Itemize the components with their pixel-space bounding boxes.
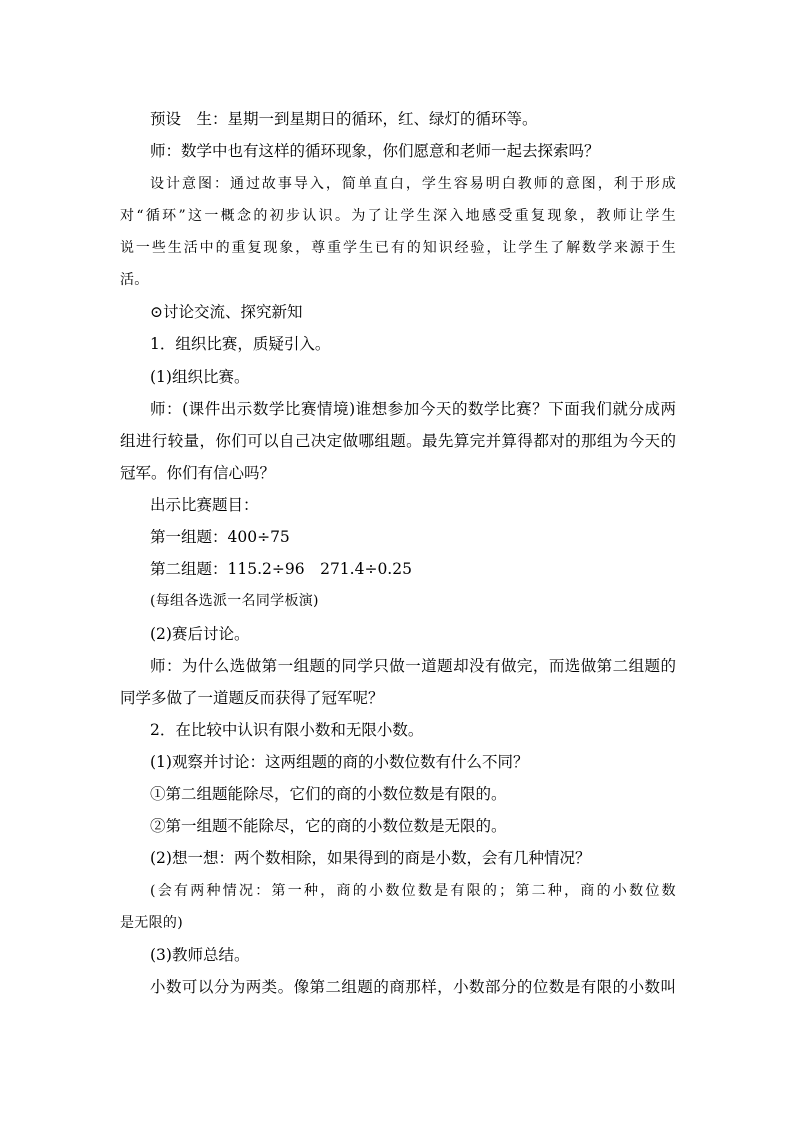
design-intent-line-1: 设计意图：通过故事导入，简单直白，学生容易明白教师的意图，利于形成 — [150, 176, 676, 192]
teacher-line-1: 师：(课件出示数学比赛情境)谁想参加今天的数学比赛？下面我们就分成两 — [150, 400, 676, 418]
step-1-1-heading: (1)组织比赛。 — [150, 368, 250, 386]
step-2-2-heading: (2)想一想：两个数相除，如果得到的商是小数，会有几种情况？ — [150, 849, 591, 867]
design-intent-line-3: 说一些生活中的重复现象，尊重学生已有的知识经验，让学生了解数学来源于生 — [120, 240, 676, 256]
teacher-question-line: 师：数学中也有这样的循环现象，你们愿意和老师一起去探索吗？ — [150, 142, 600, 160]
design-intent-line-2: 对“循环”这一概念的初步认识。为了让学生深入地感受重复现象，教师让学生 — [120, 208, 676, 224]
design-intent-line-4: 活。 — [120, 272, 149, 288]
summary-line-1: 小数可以分为两类。像第二组题的商那样，小数部分的位数是有限的小数叫 — [150, 978, 676, 996]
step-1-2-heading: (2)赛后讨论。 — [150, 625, 250, 643]
step-2-1-heading: (1)观察并讨论：这两组题的商的小数位数有什么不同？ — [150, 753, 529, 771]
section-title: ⊙讨论交流、探究新知 — [150, 303, 303, 321]
teacher-q-line-1: 师：为什么选做第一组题的同学只做一道题却没有做完，而选做第二组题的 — [150, 657, 676, 675]
step-1-heading: 1．组织比赛，质疑引入。 — [150, 335, 331, 353]
teacher-q-line-2: 同学多做了一道题反而获得了冠军呢？ — [120, 689, 384, 707]
step-2-heading: 2．在比较中认识有限小数和无限小数。 — [150, 721, 424, 739]
board-note: (每组各选派一名同学板演) — [150, 593, 319, 609]
show-questions-line: 出示比赛题目： — [150, 496, 259, 514]
teacher-line-2: 组进行较量，你们可以自己决定做哪组题。最先算完并算得都对的那组为今天的 — [120, 432, 676, 450]
group-2-questions: 第二组题：115.2÷96 271.4÷0.25 — [150, 560, 412, 578]
answer-line-2: 是无限的) — [120, 915, 183, 931]
point-2: ②第一组题不能除尽，它的商的小数位数是无限的。 — [150, 817, 507, 835]
point-1: ①第二组题能除尽，它们的商的小数位数是有限的。 — [150, 785, 507, 803]
preset-line: 预设 生：星期一到星期日的循环，红、绿灯的循环等。 — [150, 110, 538, 128]
teacher-line-3: 冠军。你们有信心吗？ — [120, 464, 276, 482]
answer-line-1: (会有两种情况：第一种，商的小数位数是有限的；第二种，商的小数位数 — [150, 883, 676, 899]
step-2-3-heading: (3)教师总结。 — [150, 946, 250, 964]
group-1-question: 第一组题：400÷75 — [150, 528, 290, 546]
